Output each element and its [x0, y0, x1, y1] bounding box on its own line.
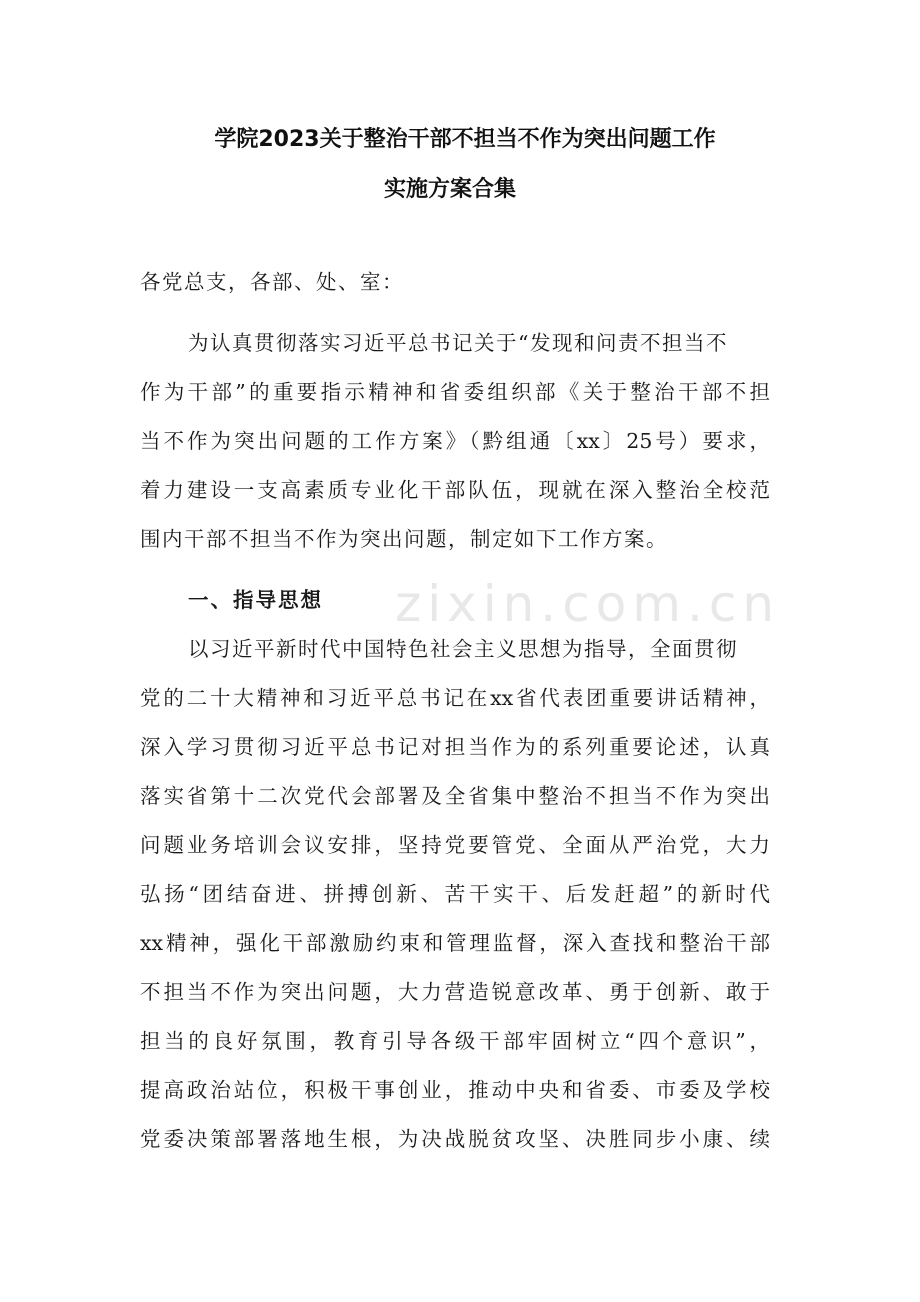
- paragraph2-line-9: 担当的良好氛围，教育引导各级干部牢固树立“四个意识”，: [140, 1029, 770, 1053]
- paragraph1-line-1: 为认真贯彻落实习近平总书记关于“发现和问责不担当不: [188, 331, 728, 355]
- paragraph2-line-1: 以习近平新时代中国特色社会主义思想为指导，全面贯彻: [188, 637, 738, 661]
- paragraph1-line-5: 围内干部不担当不作为突出问题，制定如下工作方案。: [140, 527, 668, 551]
- paragraph2-line-5: 问题业务培训会议安排，坚持党要管党、全面从严治党，大力: [140, 833, 770, 857]
- paragraph1-line-4: 着力建设一支高素质专业化干部队伍，现就在深入整治全校范: [140, 478, 770, 502]
- paragraph2-line-2: 党的二十大精神和习近平总书记在xx省代表团重要讲话精神，: [140, 686, 770, 710]
- paragraph1-line-2: 作为干部”的重要指示精神和省委组织部《关于整治干部不担: [140, 380, 770, 404]
- paragraph2-line-6: 弘扬“团结奋进、拼搏创新、苦干实干、后发赶超”的新时代: [140, 882, 770, 906]
- paragraph2-line-8: 不担当不作为突出问题，大力营造锐意改革、勇于创新、敢于: [140, 980, 770, 1004]
- paragraph2-line-10: 提高政治站位，积极干事创业，推动中央和省委、市委及学校: [140, 1078, 770, 1102]
- paragraph1-line-3: 当不作为突出问题的工作方案》（黔组通〔xx〕25号）要求，: [140, 429, 770, 453]
- paragraph2-line-3: 深入学习贯彻习近平总书记对担当作为的系列重要论述，认真: [140, 735, 770, 759]
- paragraph2-line-7: xx精神，强化干部激励约束和管理监督，深入查找和整治干部: [140, 931, 770, 955]
- paragraph2-line-11: 党委决策部署落地生根，为决战脱贫攻坚、决胜同步小康、续: [140, 1127, 770, 1151]
- section1-heading: 一、指导思想: [188, 588, 323, 612]
- watermark-text: zixin.com.cn: [395, 575, 781, 633]
- paragraph2-line-4: 落实省第十二次党代会部署及全省集中整治不担当不作为突出: [140, 784, 770, 808]
- document-title-line-1: 学院2023关于整治干部不担当不作为突出问题工作: [214, 127, 716, 152]
- salutation: 各党总支，各部、处、室：: [140, 270, 404, 294]
- document-title-line-2: 实施方案合集: [383, 177, 516, 202]
